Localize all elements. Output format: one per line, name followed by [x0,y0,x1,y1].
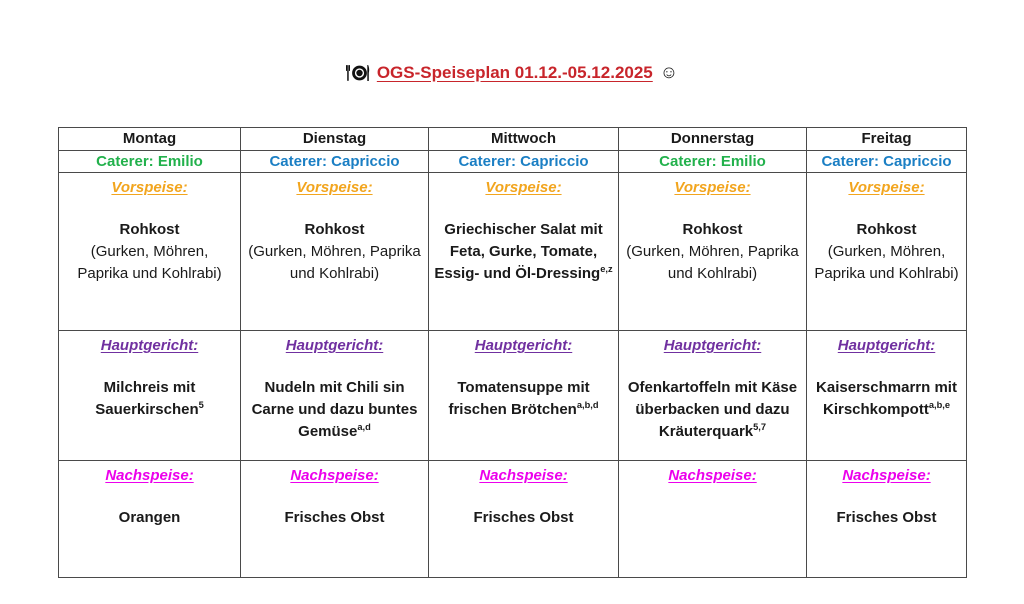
vorspeise-cell-mittwoch [429,173,619,331]
hauptgericht-cell-montag [59,331,241,461]
vorspeise-row [59,173,967,331]
nachspeise-cell-montag [59,461,241,578]
meal-plan-table [58,127,967,578]
vorspeise-dish: Rohkost (Gurken, Möhren, Paprika und Kohlrabi) [77,221,222,282]
nachspeise-row [59,461,967,578]
nachspeise-cell-donnerstag [619,461,807,578]
hauptgericht-dish: Kaiserschmarrn mit Kirschkompott$^{a,b,e}$ [816,379,957,418]
caterer-cell-freitag: Caterer: Capriccio [807,151,967,173]
nachspeise-heading: Nachspeise: [105,467,194,484]
vorspeise-heading: Vorspeise: [111,179,188,196]
hauptgericht-cell-dienstag [241,331,429,461]
caterer-cell-montag: Caterer: Emilio [59,151,241,173]
nachspeise-heading: Nachspeise: [290,467,379,484]
hauptgericht-dish: Ofenkartoffeln mit Käse überbacken und dazu Kräuterquark$^{5,7}$ [627,379,798,440]
vorspeise-heading: Vorspeise: [848,179,925,196]
nachspeise-dish: Frisches Obst [284,509,385,526]
caterer-row [59,151,967,173]
hauptgericht-dish: Milchreis mit Sauerkirschen$^5$ [95,379,204,418]
nachspeise-heading: Nachspeise: [479,467,568,484]
nachspeise-dish: Frisches Obst [836,509,937,526]
nachspeise-heading: Nachspeise: [842,467,931,484]
hauptgericht-heading: Hauptgericht: [663,337,762,354]
vorspeise-heading: Vorspeise: [485,179,562,196]
smiley-icon: ☺ [659,62,679,82]
hauptgericht-heading: Hauptgericht: [285,337,384,354]
caterer-cell-donnerstag: Caterer: Emilio [619,151,807,173]
hauptgericht-dish: Tomatensuppe mit frischen Brötchen$^{a,b,d}$ [448,379,599,418]
title-text: OGS-Speiseplan 01.12.-05.12.2025 [376,62,653,82]
hauptgericht-heading: Hauptgericht: [837,337,936,354]
vorspeise-heading: Vorspeise: [674,179,751,196]
day-header-donnerstag: Donnerstag [619,128,807,151]
caterer-cell-dienstag: Caterer: Capriccio [241,151,429,173]
nachspeise-cell-freitag [807,461,967,578]
nachspeise-dish: Orangen [118,509,181,526]
vorspeise-dish: Rohkost (Gurken, Möhren, Paprika und Kohlrabi) [814,221,959,282]
vorspeise-cell-dienstag [241,173,429,331]
caterer-cell-mittwoch: Caterer: Capriccio [429,151,619,173]
vorspeise-heading: Vorspeise: [296,179,373,196]
page-title [0,62,1024,83]
hauptgericht-heading: Hauptgericht: [100,337,199,354]
vorspeise-dish: Rohkost (Gurken, Möhren, Paprika und Kohlrabi) [248,221,421,282]
day-header-montag: Montag [59,128,241,151]
vorspeise-cell-montag [59,173,241,331]
vorspeise-cell-donnerstag [619,173,807,331]
day-header-freitag: Freitag [807,128,967,151]
nachspeise-dish: Frisches Obst [473,509,574,526]
vorspeise-cell-freitag [807,173,967,331]
hauptgericht-cell-donnerstag [619,331,807,461]
fork-knife-plate-icon [346,64,370,82]
hauptgericht-row [59,331,967,461]
day-header-mittwoch: Mittwoch [429,128,619,151]
day-header-dienstag: Dienstag [241,128,429,151]
vorspeise-dish: Griechischer Salat mit Feta, Gurke, Tomate, Essig- und Öl-Dressing$^{e,z}$ [434,221,613,282]
vorspeise-dish: Rohkost (Gurken, Möhren, Paprika und Kohlrabi) [626,221,799,282]
nachspeise-heading: Nachspeise: [668,467,757,484]
hauptgericht-heading: Hauptgericht: [474,337,573,354]
hauptgericht-cell-freitag [807,331,967,461]
hauptgericht-cell-mittwoch [429,331,619,461]
hauptgericht-dish: Nudeln mit Chili sin Carne und dazu buntes Gemüse$^{a,d}$ [251,379,418,440]
nachspeise-cell-dienstag [241,461,429,578]
day-header-row [59,128,967,151]
nachspeise-cell-mittwoch [429,461,619,578]
